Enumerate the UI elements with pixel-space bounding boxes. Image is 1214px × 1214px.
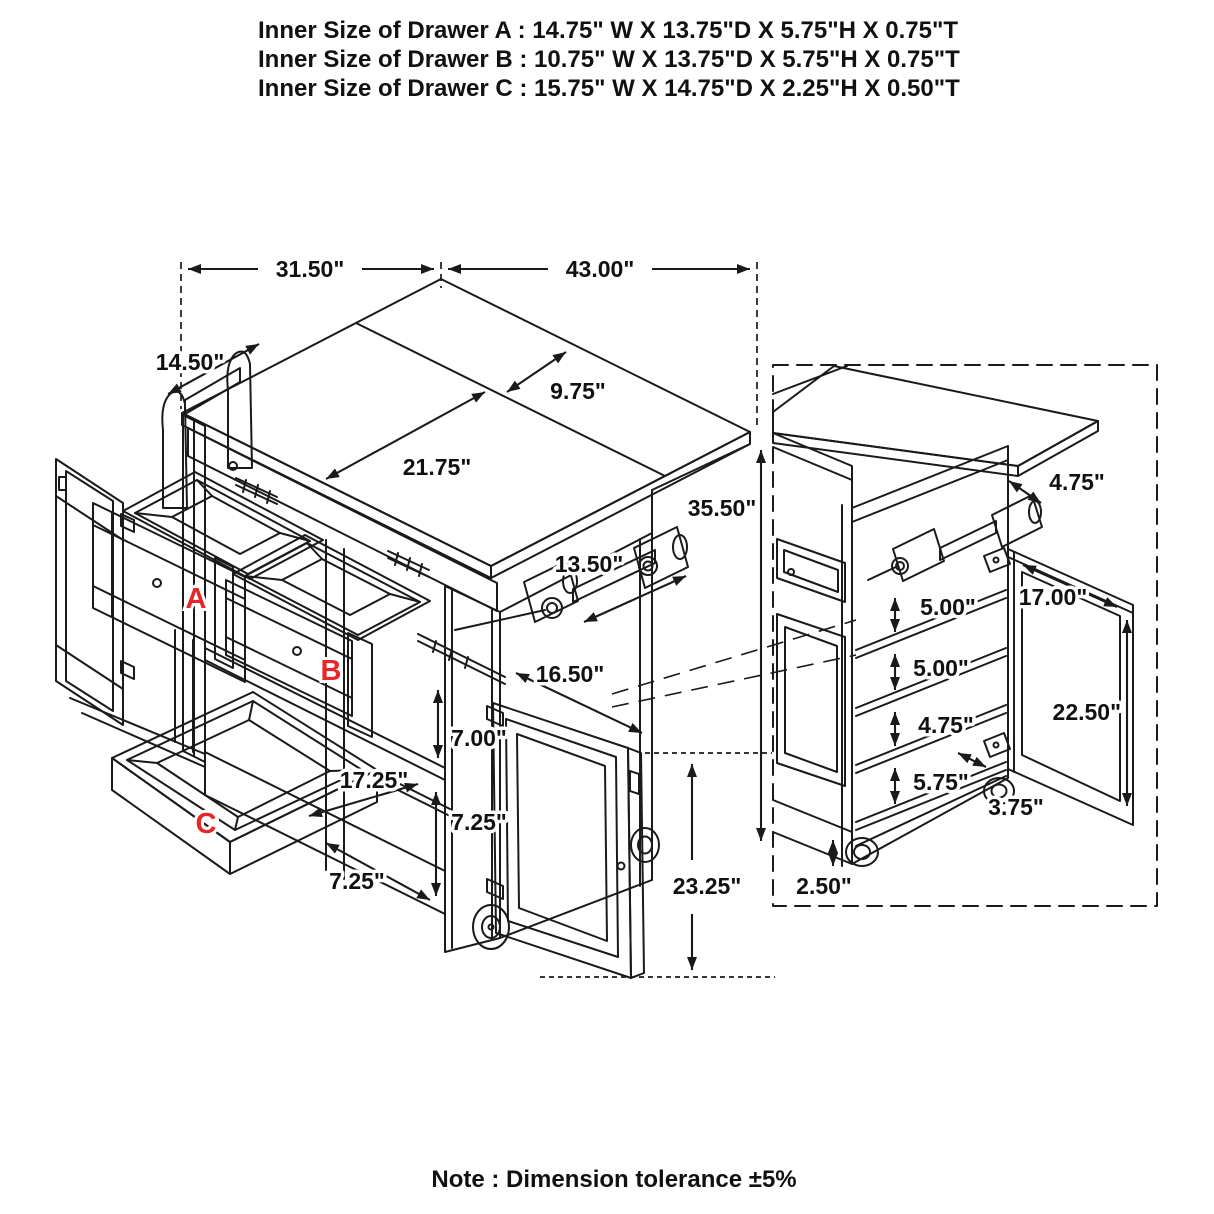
drawer-b-spec: Inner Size of Drawer B : 10.75" W X 13.75"D X 5.75"H X 0.75"T [258, 46, 960, 73]
dim-caster-height: 2.50" [796, 873, 852, 899]
detail-towel-bar [868, 495, 1042, 581]
drawer-a-label: A [185, 583, 207, 615]
tolerance-note: Note : Dimension tolerance ±5% [431, 1166, 797, 1193]
right-door-knob [618, 863, 625, 870]
dim-base-rail-height: 3.75" [988, 794, 1044, 820]
left-door-latch [59, 477, 66, 490]
left-door-open [56, 459, 134, 725]
drawer-slide-rails [236, 478, 505, 684]
detail-door-hinge-bottom [984, 733, 1010, 757]
dim-door-opening-height: 22.50" [1052, 699, 1121, 725]
header-spec-text [258, 17, 960, 102]
drawer-c-label: C [195, 808, 217, 840]
front-corner-post [445, 586, 500, 952]
detail-view [773, 365, 1157, 906]
dim-top-leaf-width: 43.00" [565, 256, 635, 282]
dim-detail-leaf-overhang: 4.75" [1049, 469, 1105, 495]
drawer-c-spec: Inner Size of Drawer C : 15.75" W X 14.75"D X 2.25"H X 0.50"T [258, 75, 960, 102]
dim-tray-depth: 17.25" [339, 767, 409, 793]
dim-shelf-spacing-4: 5.75" [913, 769, 969, 795]
dim-detail-door-width: 17.00" [1018, 584, 1088, 610]
dim-lower-opening-height: 7.25" [451, 809, 507, 835]
dim-upper-opening-height: 7.00" [451, 725, 507, 751]
dim-overall-height: 35.50" [687, 495, 757, 521]
dim-shelf-spacing-1: 5.00" [920, 594, 976, 620]
detail-left-face [773, 433, 852, 866]
dim-left-leaf-depth: 14.50" [155, 349, 225, 375]
dim-door-height: 23.25" [672, 873, 742, 899]
detail-door-hinge-top [984, 548, 1010, 572]
dim-shelf-spacing-3: 4.75" [918, 712, 974, 738]
drawer-b [226, 535, 430, 737]
detail-view-border [773, 365, 1157, 906]
detail-callout-leader-1 [612, 620, 856, 694]
dim-shelf-spacing-2: 5.00" [913, 655, 969, 681]
dim-leaf-overhang: 9.75" [550, 378, 606, 404]
dim-base-rail-length: 7.25" [329, 868, 385, 894]
main-isometric-view [56, 279, 750, 978]
drawer-b-knob [293, 647, 301, 655]
drawer-a-spec: Inner Size of Drawer A : 14.75" W X 13.75"D X 5.75"H X 0.75"T [258, 17, 959, 44]
detail-tabletop [773, 366, 1098, 476]
drawer-b-label: B [320, 655, 342, 687]
detail-callout-leader-2 [612, 655, 856, 707]
detail-small-drawer-knob [788, 569, 794, 575]
dim-top-depth: 21.75" [402, 454, 472, 480]
drawer-a-knob [153, 579, 161, 587]
right-door-latch [630, 771, 639, 794]
dim-towel-bar-length: 13.50" [554, 551, 624, 577]
dim-door-width: 16.50" [535, 661, 605, 687]
dim-top-main-width: 31.50" [275, 256, 345, 282]
right-door-open [487, 703, 644, 978]
